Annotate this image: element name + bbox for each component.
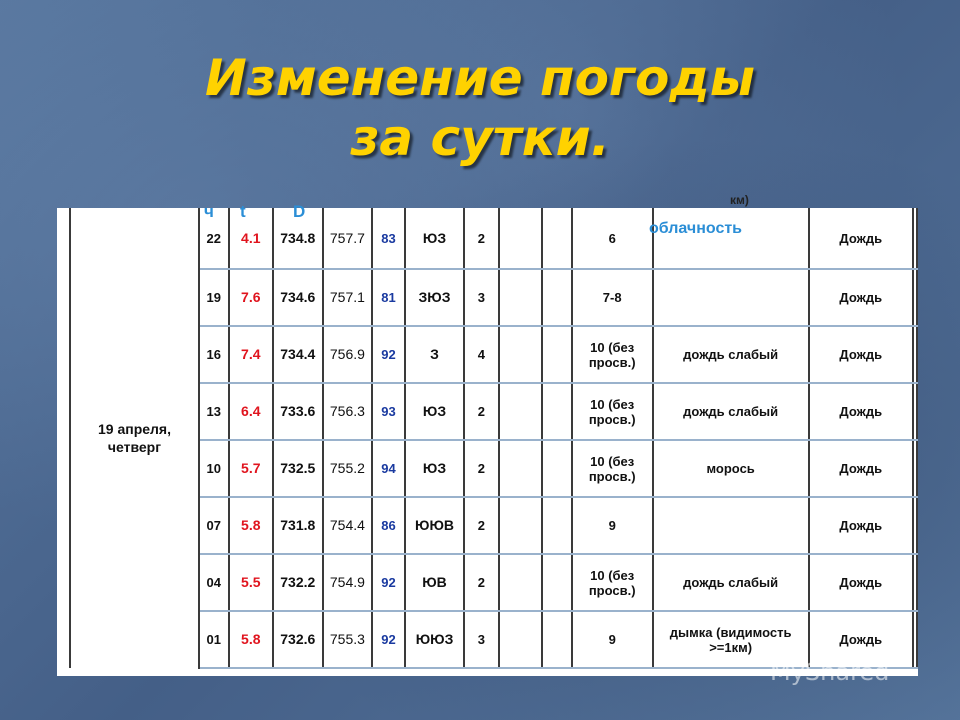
wind-speed-cell: 2 bbox=[464, 440, 498, 497]
weather-table bbox=[69, 208, 918, 669]
wind-speed-cell: 2 bbox=[464, 554, 498, 611]
weather-table-sheet bbox=[57, 208, 918, 676]
pressure2-cell: 757.7 bbox=[323, 208, 373, 269]
wind-direction-cell: ЮЗ bbox=[405, 383, 464, 440]
empty-cell bbox=[542, 383, 571, 440]
cloudiness-cell: 6 bbox=[572, 208, 653, 269]
wind-direction-cell: ЮЮВ bbox=[405, 497, 464, 554]
wind-direction-cell: ЮЗ bbox=[405, 208, 464, 269]
wind-direction-cell: ЮЗ bbox=[405, 440, 464, 497]
hour-cell: 01 bbox=[199, 611, 229, 668]
pressure-cell: 734.4 bbox=[273, 326, 323, 383]
wind-direction-cell: З bbox=[405, 326, 464, 383]
empty-cell bbox=[499, 611, 543, 668]
temp-cell: 7.6 bbox=[229, 269, 273, 326]
edge-cell bbox=[913, 497, 917, 554]
wind-speed-cell: 3 bbox=[464, 269, 498, 326]
hour-cell: 10 bbox=[199, 440, 229, 497]
slide-title bbox=[0, 48, 960, 168]
weather-cell: Дождь bbox=[809, 497, 913, 554]
temp-cell: 6.4 bbox=[229, 383, 273, 440]
empty-cell bbox=[542, 497, 571, 554]
empty-cell bbox=[542, 611, 571, 668]
pressure2-cell: 754.4 bbox=[323, 497, 373, 554]
pressure2-cell: 755.3 bbox=[323, 611, 373, 668]
pressure-cell: 732.6 bbox=[273, 611, 323, 668]
empty-cell bbox=[542, 554, 571, 611]
cloudiness-label: облачность bbox=[649, 220, 743, 237]
cloudiness-cell: 10 (без просв.) bbox=[572, 440, 653, 497]
weather-cell: Дождь bbox=[809, 326, 913, 383]
cloudiness-cell: 9 bbox=[572, 497, 653, 554]
wind-direction-cell: ЗЮЗ bbox=[405, 269, 464, 326]
empty-cell bbox=[499, 269, 543, 326]
pressure-cell: 732.2 bbox=[273, 554, 323, 611]
humidity-cell: 94 bbox=[372, 440, 405, 497]
wind-speed-cell: 2 bbox=[464, 383, 498, 440]
empty-cell bbox=[499, 326, 543, 383]
temp-label: t bbox=[240, 202, 246, 221]
title-line-2: за сутки. bbox=[350, 109, 610, 167]
wind-speed-cell: 2 bbox=[464, 208, 498, 269]
hour-cell: 19 bbox=[199, 269, 229, 326]
pressure2-cell: 756.3 bbox=[323, 383, 373, 440]
pressure2-cell: 755.2 bbox=[323, 440, 373, 497]
edge-cell bbox=[913, 440, 917, 497]
pressure-cell: 733.6 bbox=[273, 383, 323, 440]
pressure-label: D bbox=[293, 202, 306, 221]
weather-cell: Дождь bbox=[809, 269, 913, 326]
phenomena-cell: дождь слабый bbox=[653, 554, 809, 611]
weather-cell: Дождь bbox=[809, 440, 913, 497]
humidity-cell: 83 bbox=[372, 208, 405, 269]
wind-direction-cell: ЮВ bbox=[405, 554, 464, 611]
empty-cell bbox=[499, 440, 543, 497]
empty-cell bbox=[542, 326, 571, 383]
edge-cell bbox=[913, 611, 917, 668]
watermark-logo: MyShared bbox=[770, 658, 890, 686]
edge-cell bbox=[913, 554, 917, 611]
empty-cell bbox=[542, 269, 571, 326]
humidity-cell: 93 bbox=[372, 383, 405, 440]
wind-speed-cell: 3 bbox=[464, 611, 498, 668]
hour-cell: 13 bbox=[199, 383, 229, 440]
phenomena-cell: дождь слабый bbox=[653, 383, 809, 440]
edge-cell bbox=[913, 383, 917, 440]
temp-cell: 5.5 bbox=[229, 554, 273, 611]
empty-cell bbox=[499, 383, 543, 440]
weather-cell: Дождь bbox=[809, 208, 913, 269]
edge-cell bbox=[913, 326, 917, 383]
humidity-cell: 86 bbox=[372, 497, 405, 554]
title-line-1: Изменение погоды bbox=[205, 49, 755, 107]
pressure-cell: 731.8 bbox=[273, 497, 323, 554]
phenomena-cell bbox=[653, 497, 809, 554]
cloudiness-cell: 9 bbox=[572, 611, 653, 668]
humidity-cell: 81 bbox=[372, 269, 405, 326]
cloudiness-cell: 10 (без просв.) bbox=[572, 554, 653, 611]
cloudiness-cell: 10 (без просв.) bbox=[572, 326, 653, 383]
temp-cell: 5.7 bbox=[229, 440, 273, 497]
phenomena-cell: морось bbox=[653, 440, 809, 497]
weather-cell: Дождь bbox=[809, 554, 913, 611]
edge-cell bbox=[913, 269, 917, 326]
empty-cell bbox=[499, 554, 543, 611]
cloudiness-cell: 7-8 bbox=[572, 269, 653, 326]
hour-cell: 04 bbox=[199, 554, 229, 611]
phenomena-cell: дождь слабый bbox=[653, 326, 809, 383]
wind-direction-cell: ЮЮЗ bbox=[405, 611, 464, 668]
phenomena-cell: дымка (видимость >=1км) bbox=[653, 611, 809, 668]
pressure-cell: 734.6 bbox=[273, 269, 323, 326]
wind-speed-cell: 2 bbox=[464, 497, 498, 554]
humidity-cell: 92 bbox=[372, 611, 405, 668]
weather-cell: Дождь bbox=[809, 611, 913, 668]
pressure2-cell: 754.9 bbox=[323, 554, 373, 611]
empty-cell bbox=[499, 497, 543, 554]
empty-cell bbox=[542, 440, 571, 497]
pressure2-cell: 757.1 bbox=[323, 269, 373, 326]
humidity-cell: 92 bbox=[372, 554, 405, 611]
phenomena-cell bbox=[653, 269, 809, 326]
pressure2-cell: 756.9 bbox=[323, 326, 373, 383]
column-labels bbox=[200, 200, 920, 237]
pressure-cell: 732.5 bbox=[273, 440, 323, 497]
pressure-cell: 734.8 bbox=[273, 208, 323, 269]
hour-cell: 16 bbox=[199, 326, 229, 383]
humidity-cell: 92 bbox=[372, 326, 405, 383]
cloudiness-cell: 10 (без просв.) bbox=[572, 383, 653, 440]
temp-cell: 5.8 bbox=[229, 497, 273, 554]
temp-cell: 4.1 bbox=[229, 208, 273, 269]
wind-speed-cell: 4 bbox=[464, 326, 498, 383]
temp-cell: 7.4 bbox=[229, 326, 273, 383]
hour-label: ч bbox=[204, 202, 214, 221]
hour-cell: 07 bbox=[199, 497, 229, 554]
weather-cell: Дождь bbox=[809, 383, 913, 440]
header-fragment: км) bbox=[730, 193, 749, 207]
hour-cell: 22 bbox=[199, 208, 229, 269]
temp-cell: 5.8 bbox=[229, 611, 273, 668]
date-cell: 19 апреля, четверг bbox=[70, 208, 199, 668]
